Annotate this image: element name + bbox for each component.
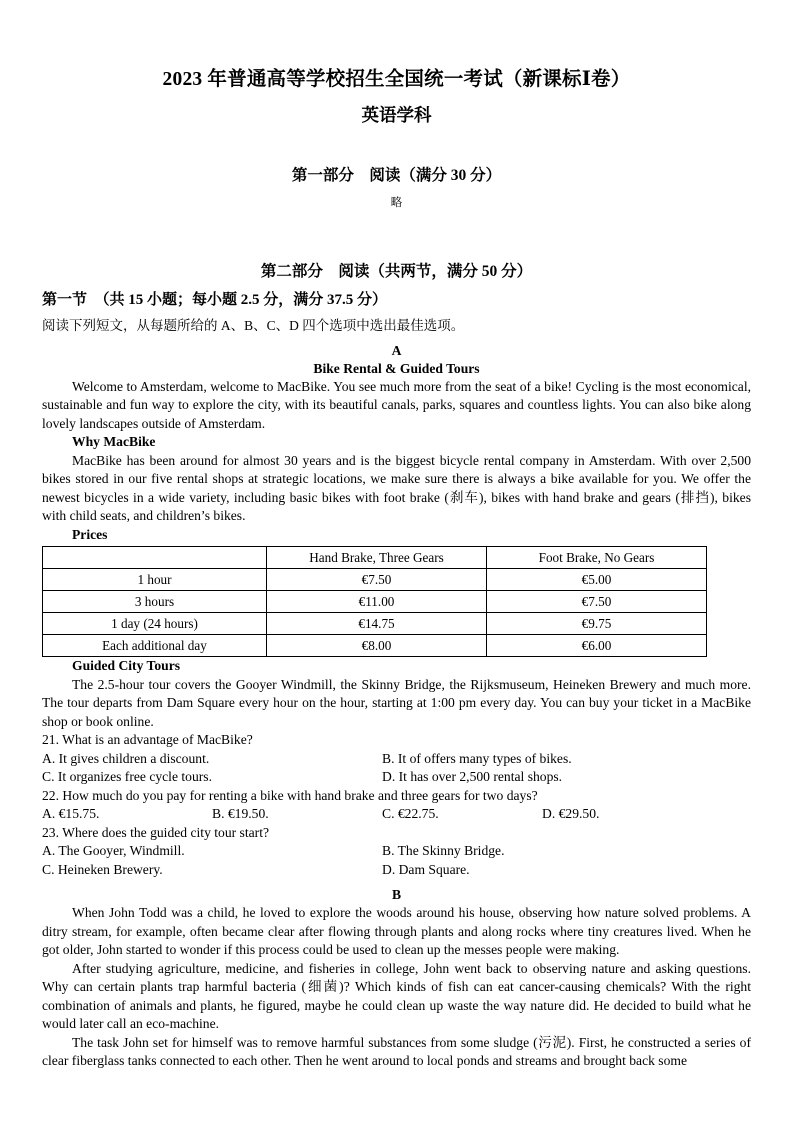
question-21-stem: 21. What is an advantage of MacBike? bbox=[42, 732, 253, 748]
question-21-option-b[interactable]: B. It of offers many types of bikes. bbox=[382, 750, 572, 766]
part-one-omitted-marker: 略 bbox=[390, 196, 403, 209]
passage-a-intro: Welcome to Amsterdam, welcome to MacBike. You see much more from the seat of a bike! Cycling is the most economical, sustainable and fun way to explore the city, with its beautiful canals, parks, squares and countless lights. You can also bike along lovely landscapes outside of Amsterdam. bbox=[42, 378, 751, 431]
table-cell-duration: 1 hour bbox=[43, 569, 267, 591]
table-cell-hand-price: €8.00 bbox=[267, 635, 487, 657]
table-row bbox=[43, 635, 707, 657]
passage-b-letter: B bbox=[391, 887, 402, 903]
passage-b-paragraph-3: The task John set for himself was to remove harmful substances from some sludge (污泥). First, he constructed a series of clear fiberglass tanks connected to each other. Then he went around to local ponds and streams and brought back some bbox=[42, 1034, 751, 1069]
question-21-options-row-2 bbox=[42, 768, 751, 787]
question-22-option-b[interactable]: B. €19.50. bbox=[212, 806, 269, 822]
question-21-option-a[interactable]: A. It gives children a discount. bbox=[42, 750, 210, 766]
passage-a-letter: A bbox=[391, 343, 402, 359]
passage-a-why-heading: Why MacBike bbox=[72, 434, 156, 450]
passage-b-paragraph-1: When John Todd was a child, he loved to explore the woods around his house, observing how nature solved problems. A ditry stream, for example, often became clear after flowing through plants and along rocks where tiny creatures lived. When he got older, John started to wonder if this process could be used to clean up the messes people were making. bbox=[42, 905, 751, 958]
question-23-option-d[interactable]: D. Dam Square. bbox=[382, 861, 470, 877]
table-cell-duration: 3 hours bbox=[43, 591, 267, 613]
table-cell-foot-price: €7.50 bbox=[487, 591, 707, 613]
question-21-option-d[interactable]: D. It has over 2,500 rental shops. bbox=[382, 769, 563, 785]
question-23-option-a[interactable]: A. The Gooyer, Windmill. bbox=[42, 843, 185, 859]
table-header-cell-blank bbox=[43, 547, 267, 569]
table-row bbox=[43, 613, 707, 635]
page-title: 2023 年普通高等学校招生全国统一考试（新课标Ⅰ卷） bbox=[162, 69, 631, 90]
question-23-option-c[interactable]: C. Heineken Brewery. bbox=[42, 861, 163, 877]
table-row bbox=[43, 569, 707, 591]
table-cell-duration: 1 day (24 hours) bbox=[43, 613, 267, 635]
section-one-heading: 第一节 （共 15 小题；每小题 2.5 分，满分 37.5 分） bbox=[42, 291, 388, 308]
table-cell-hand-price: €7.50 bbox=[267, 569, 487, 591]
page-subtitle: 英语学科 bbox=[361, 105, 432, 126]
question-23-stem: 23. Where does the guided city tour start? bbox=[42, 824, 269, 840]
table-cell-duration: Each additional day bbox=[43, 635, 267, 657]
passage-b-paragraph-2: After studying agriculture, medicine, and fisheries in college, John went back to observing nature and asking questions. Why can certain plants trap harmful bacteria (细菌)? Which kinds of fish can eat cancer-causing chemicals? With the right combination of animals and plants, he figured, maybe he could clean up waste the way nature did. He decided to build what he would later call an eco-machine. bbox=[42, 960, 751, 1032]
question-22-option-c[interactable]: C. €22.75. bbox=[382, 806, 439, 822]
question-23-options-row-2 bbox=[42, 861, 751, 880]
table-header-row bbox=[43, 547, 707, 569]
passage-a-why-text: MacBike has been around for almost 30 years and is the biggest bicycle rental company in Amsterdam. With over 2,500 bikes stored in our five rental shops at strategic locations, we make sure there is always a bike available for you. We offer the newest bicycles in a wide variety, including basic bikes with foot brake (刹车), bikes with hand brake and gears (排挡), bikes with child seats, and children’s bikes. bbox=[42, 452, 751, 524]
page-content bbox=[42, 0, 751, 1071]
passage-a-tours-heading: Guided City Tours bbox=[72, 658, 181, 674]
question-21-option-c[interactable]: C. It organizes free cycle tours. bbox=[42, 769, 212, 785]
table-cell-foot-price: €5.00 bbox=[487, 569, 707, 591]
table-cell-foot-price: €9.75 bbox=[487, 613, 707, 635]
passage-a-tours-text: The 2.5-hour tour covers the Gooyer Windmill, the Skinny Bridge, the Rijksmuseum, Heineken Brewery and much more. The tour departs from Dam Square every hour on the hour, starting at 1:00 pm every day. You can buy your ticket in a MacBike shop or book online. bbox=[42, 676, 751, 729]
passage-a-prices-heading: Prices bbox=[72, 526, 108, 542]
table-row bbox=[43, 591, 707, 613]
part-one-heading: 第一部分 阅读（满分 30 分） bbox=[291, 167, 502, 185]
table-cell-hand-price: €14.75 bbox=[267, 613, 487, 635]
passage-a-title: Bike Rental & Guided Tours bbox=[313, 361, 480, 377]
question-22-option-d[interactable]: D. €29.50. bbox=[542, 806, 600, 822]
question-23-option-b[interactable]: B. The Skinny Bridge. bbox=[382, 843, 505, 859]
question-22-options-row-1 bbox=[42, 805, 751, 824]
question-23-options-row-1 bbox=[42, 842, 751, 861]
part-two-heading: 第二部分 阅读（共两节，满分 50 分） bbox=[260, 262, 533, 280]
table-cell-hand-price: €11.00 bbox=[267, 591, 487, 613]
prices-table bbox=[42, 546, 707, 657]
question-21-options-row-1 bbox=[42, 750, 751, 769]
table-header-cell-foot-brake: Foot Brake, No Gears bbox=[487, 547, 707, 569]
question-22-option-a[interactable]: A. €15.75. bbox=[42, 806, 100, 822]
question-22-stem: 22. How much do you pay for renting a bike with hand brake and three gears for two days? bbox=[42, 787, 538, 803]
table-header-cell-hand-brake: Hand Brake, Three Gears bbox=[267, 547, 487, 569]
table-cell-foot-price: €6.00 bbox=[487, 635, 707, 657]
section-one-instruction: 阅读下列短文，从每题所给的 A、B、C、D 四个选项中选出最佳选项。 bbox=[42, 317, 465, 333]
